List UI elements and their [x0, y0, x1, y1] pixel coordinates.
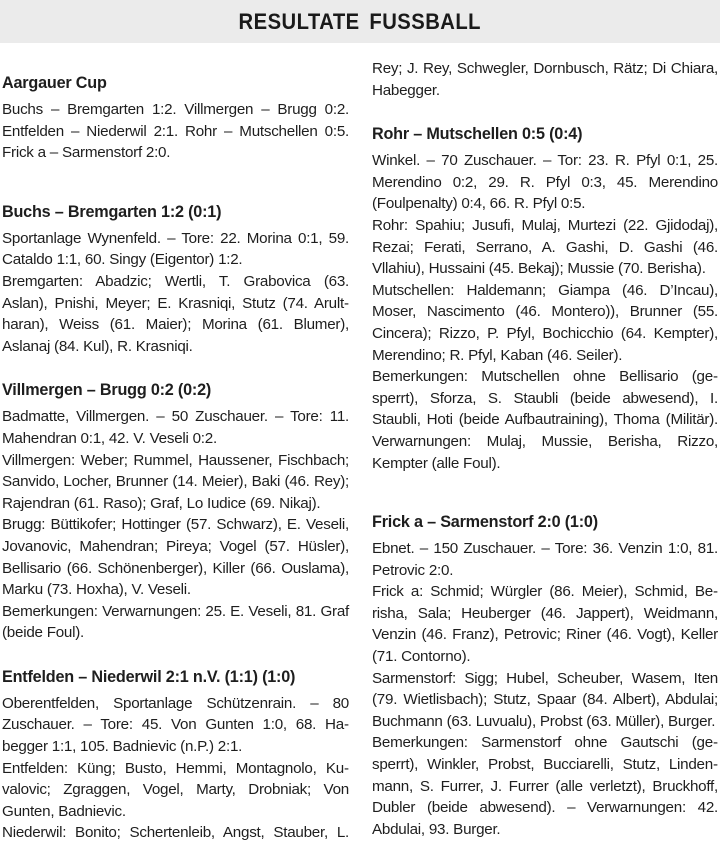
- match-report-entfelden-niederwil: [2, 666, 349, 844]
- cup-summary: [2, 72, 349, 164]
- cup-results: Buchs – Bremgarten 1:2. Villmergen – Brugg 0:2. Entfelden – Niederwil 2:1. Rohr – Mutschellen 0:5. Frick a – Sarmenstorf 2:0.: [2, 101, 349, 162]
- lineup-away: Mutschellen: Haldemann; Giampa (46. D’Incau), Moser, Nascimento (46. Montero)), Brunner (55. Cincera); Rizzo, P. Pfyl, Bochicchio (64. Kempter), Merendino; R. Pfyl, Kaban (46. Seiler).: [372, 281, 718, 364]
- right-column: [372, 58, 718, 840]
- spacer: [2, 644, 349, 666]
- match-info: Sportanlage Wynenfeld. – Tore: 22. Morina 0:1, 59. Cataldo 1:1, 60. Singy (Eigentor) 1:2.: [2, 229, 349, 269]
- match-info: Ebnet. – 150 Zuschauer. – Tore: 36. Venzin 1:0, 81. Petrovic 2:0.: [372, 540, 718, 579]
- match-heading: Frick a – Sarmenstorf 2:0 (1:0): [372, 513, 598, 532]
- lineup-home: Rohr: Spahiu; Jusufi, Mulaj, Murtezi (22. Gjidodaj), Rezai; Ferati, Serrano, A. Gashi, D. Gashi (46. Vllahiu), Hussaini (45. Bekaj); Mussie (70. Berisha).: [372, 216, 718, 278]
- match-remarks: Bemerkungen: Sarmenstorf ohne Gautschi (gesperrt), Winkler, Probst, Bucciarelli, Stutz, Lindenmann, S. Furrer, J. Furrer (alle verletzt), Bruckhoff, Dubler (beide abwesend). – Verwarnungen: 42. Abdulai, 93. Burger.: [372, 734, 718, 838]
- match-report-villmergen-brugg: [2, 379, 349, 644]
- spacer: [372, 474, 718, 511]
- lineup-away-end: Rey; J. Rey, Schwegler, Dornbusch, Rätz; Di Chiara, Habegger.: [372, 60, 718, 99]
- match-heading: Buchs – Bremgarten 1:2 (0:1): [2, 202, 222, 221]
- left-column: [2, 72, 349, 844]
- match-info: Badmatte, Villmergen. – 50 Zuschauer. – Tore: 11. Mahendran 0:1, 42. V. Veseli 0:2.: [2, 408, 349, 447]
- lineup-home: Villmergen: Weber; Rummel, Haussener, Fischbach; Sanvido, Locher, Brunner (14. Meier), Baki (46. Rey); Rajendran (61. Raso); Graf, Lo Iudice (69. Nikaj).: [2, 451, 349, 512]
- match-report-entfelden-niederwil-continued: [372, 58, 718, 101]
- match-remarks: Bemerkungen: Mutschellen ohne Bellisario (gesperrt), Sforza, S. Staubli (beide abwesend), I. Staubli, Hoti (beide Aufbautraining), Thoma (Militär). Verwarnungen: Mulaj, Mussie, Berisha, Rizzo, Kempter (alle Foul).: [372, 368, 718, 472]
- match-info: Oberentfelden, Sportanlage Schützenrain. – 80 Zuschauer. – Tore: 45. Von Gunten 1:0, 68. Habegger 1:1, 105. Badnievic (n.P.) 2:1.: [2, 694, 349, 756]
- match-report-frick-sarmenstorf: [372, 511, 718, 840]
- spacer: [372, 101, 718, 123]
- lineup-home: Entfelden: Küng; Busto, Hemmi, Montagnolo, Kuvalovic; Zgraggen, Vogel, Marty, Drobniak; Von Gunten, Badnievic.: [2, 759, 349, 820]
- spacer: [2, 357, 349, 379]
- lineup-home: Frick a: Schmid; Würgler (86. Meier), Schmid, Berisha, Sala; Heuberger (46. Jappert), Weidmann, Venzin (46. Franz), Petrovic; Riner (46. Vogt), Keller (71. Contorno).: [372, 583, 718, 666]
- match-heading: Entfelden – Niederwil 2:1 n.V. (1:1) (1:0): [2, 667, 296, 686]
- spacer: [2, 164, 349, 201]
- match-heading: Villmergen – Brugg 0:2 (0:2): [2, 381, 212, 400]
- match-report-rohr-mutschellen: [372, 123, 718, 474]
- page-title: RESULTATE FUSSBALL: [238, 8, 482, 34]
- match-remarks: Bemerkungen: Verwarnungen: 25. E. Veseli, 81. Graf (beide Foul).: [2, 602, 349, 642]
- lineup-away-start: Niederwil: Bonito; Schertenleib, Angst, Stauber, L.: [2, 824, 349, 842]
- match-heading: Rohr – Mutschellen 0:5 (0:4): [372, 125, 583, 144]
- lineup-away: Sarmenstorf: Sigg; Hubel, Scheuber, Wasem, Iten (79. Wietlisbach); Stutz, Spaar (84. Albert), Abdulai; Buchmann (63. Luvualu), Probst (63. Müller), Burger.: [372, 669, 718, 730]
- lineup-away: Bremgarten: Abadzic; Wertli, T. Grabovica (63. Aslan), Pnishi, Meyer; E. Krasniqi, Stutz (74. Arultharan), Weiss (61. Maier); Morina (61. Blumer), Aslanaj (84. Kul), R. Krasniqi.: [2, 272, 349, 355]
- page-masthead: [0, 0, 720, 43]
- lineup-away: Brugg: Büttikofer; Hottinger (57. Schwarz), E. Veseli, Jovanovic, Mahendran; Pireya; Vogel (57. Hüsler), Bellisario (66. Schönenberger), Killer (66. Ouslama), Marku (73. Hoxha), V. Veseli.: [2, 516, 349, 599]
- match-report-buchs-bremgarten: [2, 201, 349, 358]
- cup-heading: Aargauer Cup: [2, 74, 107, 92]
- match-info: Winkel. – 70 Zuschauer. – Tor: 23. R. Pfyl 0:1, 25. Merendino 0:2, 29. R. Pfyl 0:3, 45. Merendino (Foulpenalty) 0:4, 66. R. Pfyl 0:5.: [372, 152, 718, 213]
